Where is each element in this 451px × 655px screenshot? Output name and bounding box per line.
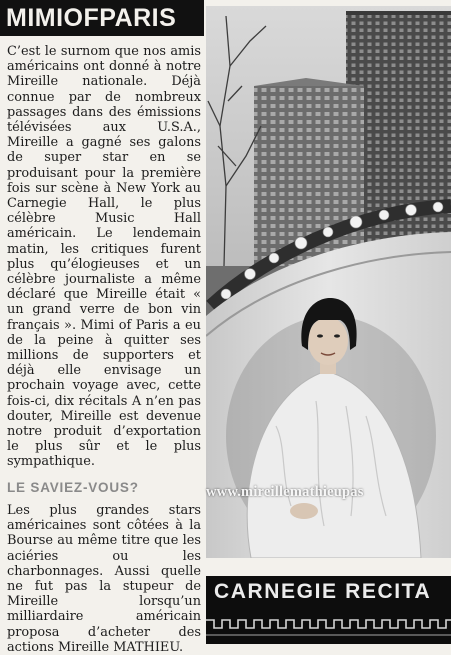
article-paragraph: C’est le surnom que nos amis américains ont donné à notre Mireille nationale. Déjà connue par de nombreux passages dans des émissions télévisées aux U.S.A., Mireille a gagné ses galons de super star en se produisant pour la première fois sur scène à New York au Carnegie Hall, le plus célèbre Music Hall américain. Le lendemain matin, les critiques furent plus qu’élogieuses et un célèbre journaliste a même déclaré que Mireille était « un grand verre de bon vin français ». Mimi of Paris a eu de la peine à quitter ses millions de supporters et déjà elle envisage un prochain voyage avec, cette fois-ci, dix récitals A n’en pas douter, Mireille est devenue notre produit d’exportation le plus sûr et le plus sympathique. — [7, 44, 201, 470]
section-subheading: LE SAVIEZ-VOUS? — [7, 479, 139, 495]
photo-illustration — [206, 6, 451, 558]
photo-mireille-new-york — [206, 6, 451, 558]
article-paragraph: Les plus grandes stars américaines sont côtées à la Bourse au même titre que les aciéries ou les charbonnages. Aussi quelle ne fut pas la stupeur de Mireille lorsqu’un milliardaire américain proposa d’acheter des actions Mireille MATHIEU. — [7, 502, 201, 655]
article-body — [7, 44, 201, 655]
photo-watermark: www.mireillemathieupas — [206, 484, 364, 500]
article-title-bar — [0, 0, 204, 36]
article-title: MIMIOFPARIS — [6, 4, 177, 32]
banner-pattern — [206, 614, 451, 644]
banner-text: CARNEGIE RECITA — [214, 580, 432, 603]
carnegie-recital-banner — [206, 576, 451, 644]
